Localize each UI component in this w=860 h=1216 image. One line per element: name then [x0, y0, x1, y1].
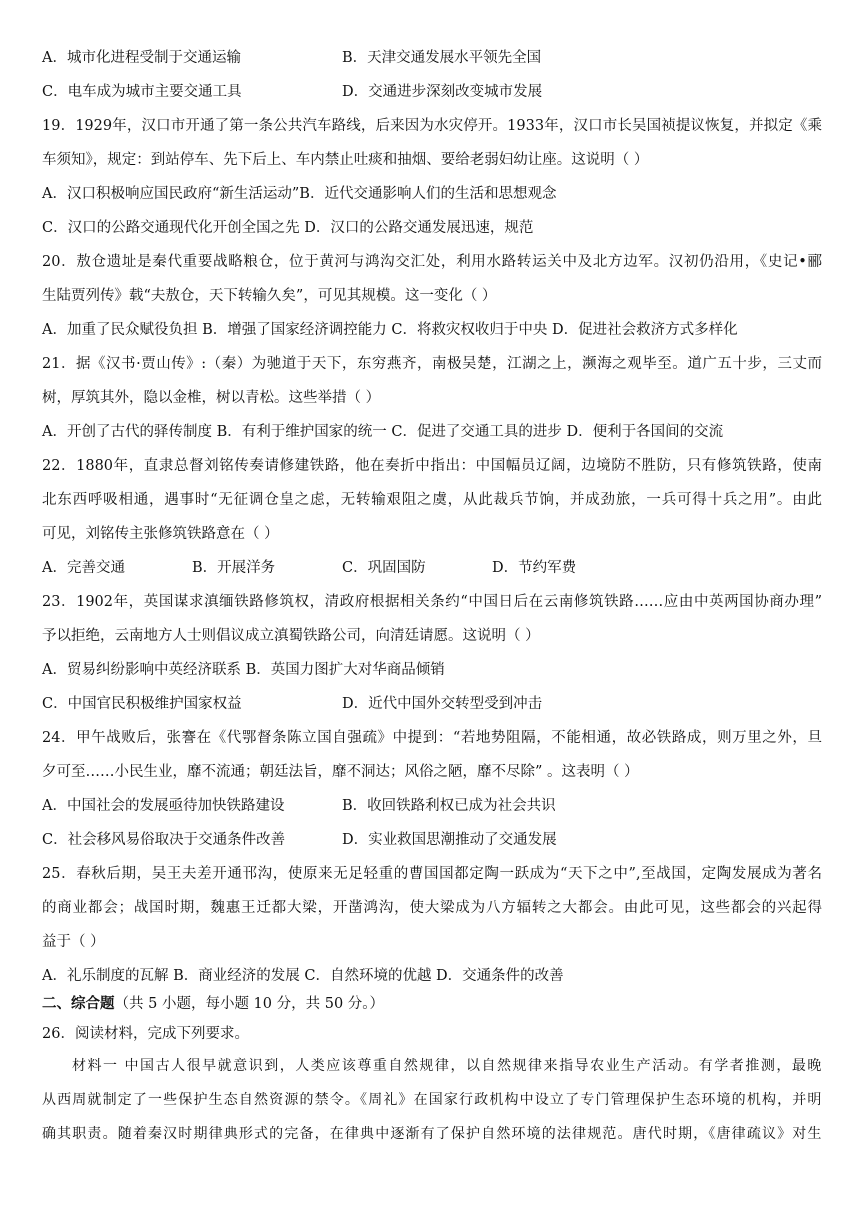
- question-24-line-2: 夕可至……小民生业，靡不流通；朝廷法旨，靡不洞达；风俗之陋，靡不尽除” 。这表明（ ）: [42, 764, 639, 780]
- option-a: A．完善交通: [42, 560, 125, 576]
- section-2-note: （共 5 小题，每小题 10 分，共 50 分。）: [114, 996, 385, 1012]
- option-d: D．节约军费: [492, 560, 577, 576]
- question-19-options-1: A．汉口积极响应国民政府“新生活运动”B．近代交通影响人们的生活和思想观念: [42, 186, 557, 202]
- material-1-line-2: 从西周就制定了一些保护生态自然资源的禁令。《周礼》在国家行政机构中设立了专门管理保护生态环境的机构，并明: [42, 1092, 822, 1108]
- option-c: C．巩固国防: [342, 560, 426, 576]
- question-22-line-3: 可见，刘铭传主张修筑铁路意在（ ）: [42, 526, 279, 542]
- option-c: C．中国官民积极维护国家权益: [42, 696, 242, 712]
- question-20-line-2: 生陆贾列传》载“夫敖仓，天下转输久矣”，可见其规模。这一变化（ ）: [42, 288, 497, 304]
- question-23-options-2: [42, 694, 822, 714]
- question-22-options: [42, 558, 822, 578]
- option-c: C．电车成为城市主要交通工具: [42, 84, 242, 100]
- question-24-line-1: 24．甲午战败后，张謇在《代鄂督条陈立国自强疏》中提到：“若地势阻隔，不能相通，故必铁路成，则万里之外，旦: [42, 730, 822, 746]
- option-a: A．中国社会的发展亟待加快铁路建设: [42, 798, 285, 814]
- question-24-options-1: [42, 796, 822, 816]
- question-25-options: A．礼乐制度的瓦解 B．商业经济的发展 C．自然环境的优越 D．交通条件的改善: [42, 968, 564, 984]
- question-25-line-1: 25．春秋后期，吴王夫差开通邗沟，使原来无足轻重的曹国国都定陶一跃成为“天下之中”,至战国，定陶发展成为著名: [42, 866, 822, 882]
- question-22-line-2: 北东西呼吸相通，遇事时“无征调仓皇之虑，无转输艰阻之虞，从此裁兵节饷，并成劲旅，一兵可得十兵之用”。由此: [42, 492, 822, 508]
- option-c: C．社会移风易俗取决于交通条件改善: [42, 832, 286, 848]
- option-b: B．开展洋务: [192, 560, 276, 576]
- question-19-line-2: 车须知》，规定：到站停车、先下后上、车内禁止吐痰和抽烟、要给老弱妇幼让座。这说明（ ）: [42, 152, 649, 168]
- question-22-line-1: 22．1880年，直隶总督刘铭传奏请修建铁路，他在奏折中指出：中国幅员辽阔，边境防不胜防，只有修筑铁路，使南: [42, 458, 822, 474]
- question-26-prompt: 26．阅读材料，完成下列要求。: [42, 1026, 249, 1042]
- question-21-options: A．开创了古代的驿传制度 B．有利于维护国家的统一 C．促进了交通工具的进步 D．便利于各国间的交流: [42, 424, 724, 440]
- question-23-line-2: 予以拒绝，云南地方人士则倡议成立滇蜀铁路公司，向清廷请愿。这说明（ ）: [42, 628, 540, 644]
- material-1-line-3: 确其职责。随着秦汉时期律典形式的完备，在律典中逐渐有了保护自然环境的法律规范。唐代时期，《唐律疏议》对生: [42, 1126, 822, 1142]
- question-23-options-1: A．贸易纠纷影响中英经济联系 B．英国力图扩大对华商品倾销: [42, 662, 445, 678]
- question-23-line-1: 23．1902年，英国谋求滇缅铁路修筑权，清政府根据相关条约“中国日后在云南修筑铁路……应由中英两国协商办理”: [42, 594, 822, 610]
- question-21-line-2: 树，厚筑其外，隐以金椎，树以青松。这些举措（ ）: [42, 390, 381, 406]
- option-d: D．交通进步深刻改变城市发展: [342, 84, 543, 100]
- option-d: D．实业救国思潮推动了交通发展: [342, 832, 557, 848]
- option-b: B．收回铁路利权已成为社会共识: [342, 798, 556, 814]
- question-20-line-1: 20．敖仓遗址是秦代重要战略粮仓，位于黄河与鸿沟交汇处，利用水路转运关中及北方边军。汉初仍沿用，《史记•郦: [42, 254, 822, 270]
- question-19-options-2: C．汉口的公路交通现代化开创全国之先 D．汉口的公路交通发展迅速，规范: [42, 220, 534, 236]
- question-20-options: A．加重了民众赋役负担 B．增强了国家经济调控能力 C．将救灾权收归于中央 D．促进社会救济方式多样化: [42, 322, 738, 338]
- question-24-options-2: [42, 830, 822, 850]
- material-1-line-1: 材料一 中国古人很早就意识到，人类应该尊重自然规律，以自然规律来指导农业生产活动。有学者推测，最晚: [72, 1058, 822, 1074]
- option-row: [42, 48, 822, 68]
- option-b: B．天津交通发展水平领先全国: [342, 50, 542, 66]
- section-2-title: 二、综合题: [42, 995, 115, 1012]
- question-21-line-1: 21．据《汉书·贾山传》:（秦）为驰道于天下，东穷燕齐，南极吴楚，江湖之上，濒海之观毕至。道广五十步，三丈而: [42, 356, 822, 372]
- option-row: [42, 82, 822, 102]
- option-a: A．城市化进程受制于交通运输: [42, 50, 241, 66]
- question-25-line-3: 益于（ ）: [42, 934, 105, 950]
- question-25-line-2: 的商业都会；战国时期，魏惠王迁都大梁，开凿鸿沟，使大梁成为八方辐转之大都会。由此可见，这些都会的兴起得: [42, 900, 822, 916]
- section-2-heading: [42, 994, 822, 1014]
- question-19-line-1: 19．1929年，汉口市开通了第一条公共汽车路线，后来因为水灾停开。1933年，汉口市长吴国祯提议恢复，并拟定《乘: [42, 118, 822, 134]
- option-d: D．近代中国外交转型受到冲击: [342, 696, 543, 712]
